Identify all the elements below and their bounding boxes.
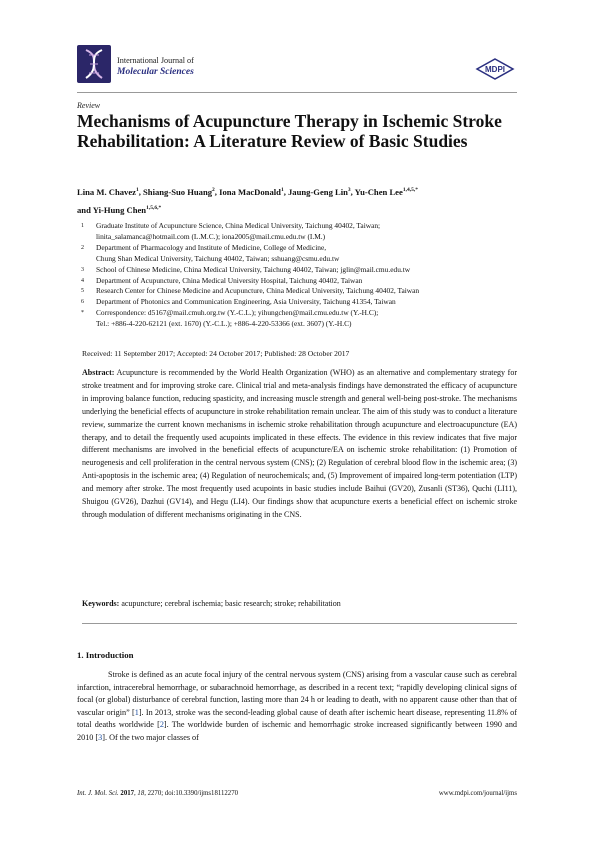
affiliation-item <box>77 276 522 287</box>
affiliation-item <box>77 221 522 243</box>
author-affil-sup: 1 <box>280 187 284 193</box>
affiliation-number: 2 <box>81 244 84 251</box>
affiliation-text[interactable]: linita_salamanca@hotmail.com (L.M.C.); iona2005@mail.cmu.edu.tw (I.M.) <box>96 231 326 241</box>
affiliation-text[interactable]: Chung Shan Medical University, Taichung 40402, Taiwan; sshuang@csmu.edu.tw <box>96 253 340 263</box>
journal-logo <box>77 45 111 83</box>
affiliation-number: 3 <box>81 266 84 273</box>
abstract <box>82 367 517 522</box>
footer-journal: Int. J. Mol. Sci. <box>77 790 119 797</box>
abstract-label: Abstract: <box>82 368 115 377</box>
citation-link[interactable]: 3 <box>98 732 103 742</box>
intro-text: ]. Of the two major classes of <box>102 732 199 742</box>
affiliation-number: * <box>81 310 84 317</box>
abstract-text: Acupuncture is recommended by the World Health Organization (WHO) as an alternative and complementary strategy for stroke treatment and for improving stroke care. Clinical trial and meta-analysis findings have demonstrated the efficacy of acupuncture in improving balance function, reducing spasticity, and increasing muscle strength and general well-being post-stroke. The mechanisms underlying the beneficial effects of acupuncture in stroke rehabilitation remain unclear. The aim of this study was to conduct a literature review, summarize the current known mechanisms in ischemic stroke rehabilitation through acupuncture and electroacupuncture (EA) therapy, and to detail the frequently used acupoints implicated in these effects. The evidence in this review indicates that five major different mechanisms are involved in the beneficial effects of acupuncture/EA on ischemic stroke rehabilitation: (1) Promotion of neurogenesis and cell proliferation in the central nervous system (CNS); (2) Regulation of cerebral blood flow in the ischemic area; (3) Anti-apoptosis in the ischemic area; (4) Regulation of neurochemicals; and, (5) Improvement of impaired long-term potentiation (LTP) and memory after stroke. The most frequently used acupoints in basic studies include Baihui (GV20), Zusanli (ST36), Quchi (LI11), Shuigou (GV26), Dazhui (GV14), and Hegu (LI4). Our findings show that acupuncture exerts a beneficial effect on ischemic stroke through modulation of different mechanisms originating in the CNS. <box>82 368 517 519</box>
keywords-text: acupuncture; cerebral ischemia; basic research; stroke; rehabilitation <box>121 599 341 608</box>
affiliation-item <box>77 265 522 276</box>
citation-link[interactable]: 2 <box>159 720 164 730</box>
journal-name-line2: Molecular Sciences <box>117 67 194 77</box>
author-affil-sup: 2 <box>212 187 215 193</box>
section-divider <box>82 623 517 624</box>
publication-dates: Received: 11 September 2017; Accepted: 24 October 2017; Published: 28 October 2017 <box>82 349 350 358</box>
affiliation-item <box>77 286 522 297</box>
correspondence-phone: Tel.: +886-4-220-62121 (ext. 1670) (Y.-C.L.); +886-4-220-53366 (ext. 3607) (Y.-H.C) <box>96 319 352 329</box>
affiliation-item <box>77 297 522 308</box>
footer-year: 2017 <box>120 790 135 797</box>
keywords-label: Keywords: <box>82 599 120 608</box>
affiliation-number: 1 <box>81 223 84 229</box>
intro-paragraph <box>77 669 517 745</box>
mdpi-logo <box>475 58 515 80</box>
correspondence-item <box>77 308 522 330</box>
journal-name-line1: International Journal of <box>117 56 194 65</box>
citation-link[interactable]: 1 <box>134 707 139 717</box>
affiliation-text: Department of Pharmacology and Institute of Medicine, College of Medicine, <box>96 242 327 252</box>
footer-volume: 18 <box>137 790 145 797</box>
author-name[interactable]: Yu-Chen Lee <box>354 186 403 197</box>
author-name[interactable]: Jaung-Geng Lin <box>287 186 348 197</box>
article-title: Mechanisms of Acupuncture Therapy in Ischemic Stroke Rehabilitation: A Literature Review of Basic Studies <box>77 111 502 151</box>
dna-helix-icon <box>77 45 111 83</box>
footer-doi[interactable]: , 2270; doi:10.3390/ijms18112270 <box>144 790 238 797</box>
footer-url[interactable]: www.mdpi.com/journal/ijms <box>438 790 517 797</box>
affiliation-text: Research Center for Chinese Medicine and Acupuncture, China Medical University, Taichung 40402, Taiwan <box>96 286 420 296</box>
page-footer <box>77 790 517 797</box>
footer-citation: Int. J. Mol. Sci. 2017, 18, 2270; doi:10.3390/ijms18112270 <box>77 790 238 797</box>
author-affil-sup: 1 <box>135 187 139 193</box>
affiliation-text: Department of Acupuncture, China Medical University Hospital, Taichung 40402, Taiwan <box>96 275 363 285</box>
affiliation-text[interactable]: School of Chinese Medicine, China Medical University, Taichung 40402, Taiwan; jglin@mail.cmu.edu.tw <box>96 264 411 274</box>
correspondence-text[interactable]: Correspondence: d5167@mail.cmuh.org.tw (Y.-C.L.); yihungchen@mail.cmu.edu.tw (Y.-H.C); <box>96 308 379 318</box>
affiliation-text: Graduate Institute of Acupuncture Science, China Medical University, Taichung 40402, Taiwan; <box>96 221 381 230</box>
keywords <box>82 599 517 608</box>
intro-text: ]. The worldwide burden of ischemic and hemorrhagic stroke increased significantly between 1990 and 2010 [ <box>77 720 518 742</box>
author-affil-sup: 3 <box>347 187 351 193</box>
author-name[interactable]: Iona MacDonald <box>219 186 281 197</box>
author-affil-sup: 1,5,6,* <box>146 204 162 211</box>
author-name[interactable]: Yi-Hung Chen <box>92 204 147 215</box>
svg-text:MDPI: MDPI <box>485 65 505 74</box>
intro-text: Stroke is defined as an acute focal injury of the central nervous system (CNS) arising from a vascular cause such as cerebral infarction, intracerebral hemorrhage, or subarachnoid hemorrhage, as described in a recent text; “rapidly developing clinical signs of focal (or global) disturbance of cerebral function, lasting more than 24 h or leading to death, with no apparent cause other than that of vascular origin” [ <box>77 670 517 717</box>
header-divider <box>77 92 517 93</box>
affiliation-number: 5 <box>81 288 84 295</box>
affiliation-text: Department of Photonics and Communication Engineering, Asia University, Taichung 41354, Taiwan <box>96 297 396 307</box>
affiliation-number: 6 <box>81 299 84 306</box>
article-type: Review <box>77 101 101 110</box>
section-heading: 1. Introduction <box>77 650 134 660</box>
author-list: Lina M. Chavez$^1$, Shiang-Suo Huang$^2$, Iona MacDonald$^1$, Jaung-Geng Lin$^3$, Yu-Chen Lee$^{1,4,5,*}$ and Yi-Hung Chen$^{1,5,6,*}$ <box>77 186 418 215</box>
affiliation-number: 4 <box>81 277 84 284</box>
author-name[interactable]: Lina M. Chavez <box>77 186 136 197</box>
author-affil-sup: 1,4,5,* <box>402 187 418 193</box>
intro-text: ]. In 2013, stroke was the second-leading global cause of death after ischemic heart disease, representing 11.8% of total deaths worldwide [ <box>77 707 517 730</box>
author-name[interactable]: Shiang-Suo Huang <box>143 186 213 197</box>
affiliation-item <box>77 243 522 265</box>
affiliations <box>77 221 522 330</box>
